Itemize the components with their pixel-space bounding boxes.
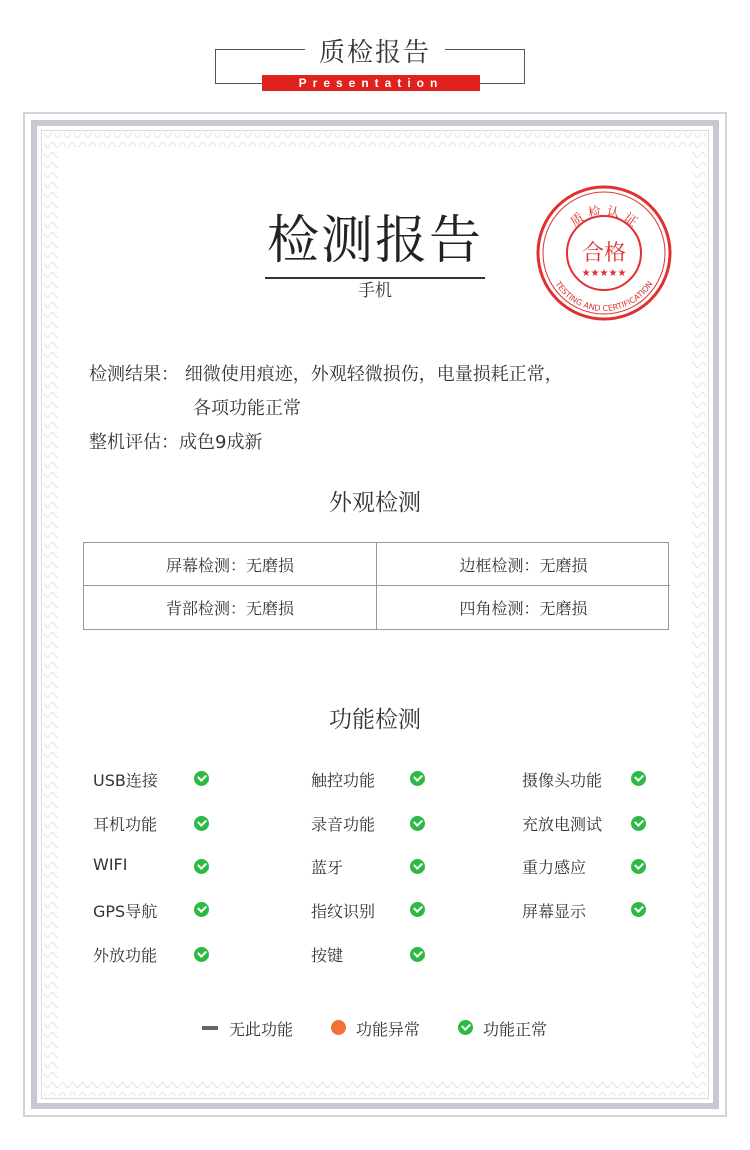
report-subtitle: 手机 bbox=[358, 281, 392, 301]
function-item: 指纹识别 bbox=[311, 902, 376, 921]
function-item: 蓝牙 bbox=[311, 858, 344, 877]
check-icon bbox=[194, 947, 209, 962]
function-item: 录音功能 bbox=[311, 815, 376, 834]
function-item: 重力感应 bbox=[522, 858, 587, 877]
legend-abnormal: 功能异常 bbox=[356, 1020, 421, 1039]
svg-text:TESTING AND CERTIFICATION: TESTING AND CERTIFICATION bbox=[553, 279, 655, 314]
frame-check: 边框检测：无磨损 bbox=[377, 543, 670, 586]
check-icon bbox=[410, 947, 425, 962]
header-band: Presentation bbox=[262, 75, 480, 91]
check-icon bbox=[410, 816, 425, 831]
check-icon bbox=[631, 902, 646, 917]
svg-text:★★★★★: ★★★★★ bbox=[581, 268, 627, 279]
function-item: 耳机功能 bbox=[93, 815, 158, 834]
function-item: 充放电测试 bbox=[522, 815, 603, 834]
no-function-icon bbox=[202, 1026, 218, 1030]
function-item: 屏幕显示 bbox=[522, 902, 587, 921]
function-item: 外放功能 bbox=[93, 946, 158, 965]
check-icon bbox=[194, 771, 209, 786]
function-title: 功能检测 bbox=[329, 707, 421, 733]
abnormal-icon bbox=[331, 1020, 346, 1035]
normal-check-icon bbox=[458, 1020, 473, 1035]
screen-check: 屏幕检测：无磨损 bbox=[84, 543, 377, 586]
check-icon bbox=[194, 902, 209, 917]
check-icon bbox=[194, 816, 209, 831]
appearance-table bbox=[83, 542, 669, 630]
corner-check: 四角检测：无磨损 bbox=[459, 599, 588, 618]
check-icon bbox=[410, 902, 425, 917]
back-check: 背部检测：无磨损 bbox=[84, 586, 377, 629]
overall-assessment: 整机评估：成色9成新 bbox=[89, 432, 263, 453]
function-item: 触控功能 bbox=[311, 771, 376, 790]
check-icon bbox=[631, 859, 646, 874]
appearance-title: 外观检测 bbox=[329, 490, 421, 516]
check-icon bbox=[410, 771, 425, 786]
legend-normal: 功能正常 bbox=[483, 1020, 548, 1039]
check-icon bbox=[410, 859, 425, 874]
result-line-1: 检测结果： 细微使用痕迹，外观轻微损伤，电量损耗正常， bbox=[89, 364, 563, 385]
check-icon bbox=[631, 816, 646, 831]
report-title: 检测报告 bbox=[0, 198, 750, 279]
function-item: 按键 bbox=[311, 946, 344, 965]
function-item: WIFI bbox=[93, 855, 128, 874]
legend-none: 无此功能 bbox=[229, 1020, 294, 1039]
function-item: USB连接 bbox=[93, 771, 158, 790]
svg-text:质 检 认 证: 质 检 认 证 bbox=[568, 204, 640, 231]
function-item: GPS导航 bbox=[93, 902, 158, 921]
svg-text:合格: 合格 bbox=[581, 241, 627, 266]
check-icon bbox=[631, 771, 646, 786]
function-item: 摄像头功能 bbox=[522, 771, 603, 790]
qualified-stamp-icon bbox=[533, 182, 675, 324]
check-icon bbox=[194, 859, 209, 874]
header-title: 质检报告 bbox=[0, 32, 750, 69]
result-line-2: 各项功能正常 bbox=[193, 398, 301, 419]
